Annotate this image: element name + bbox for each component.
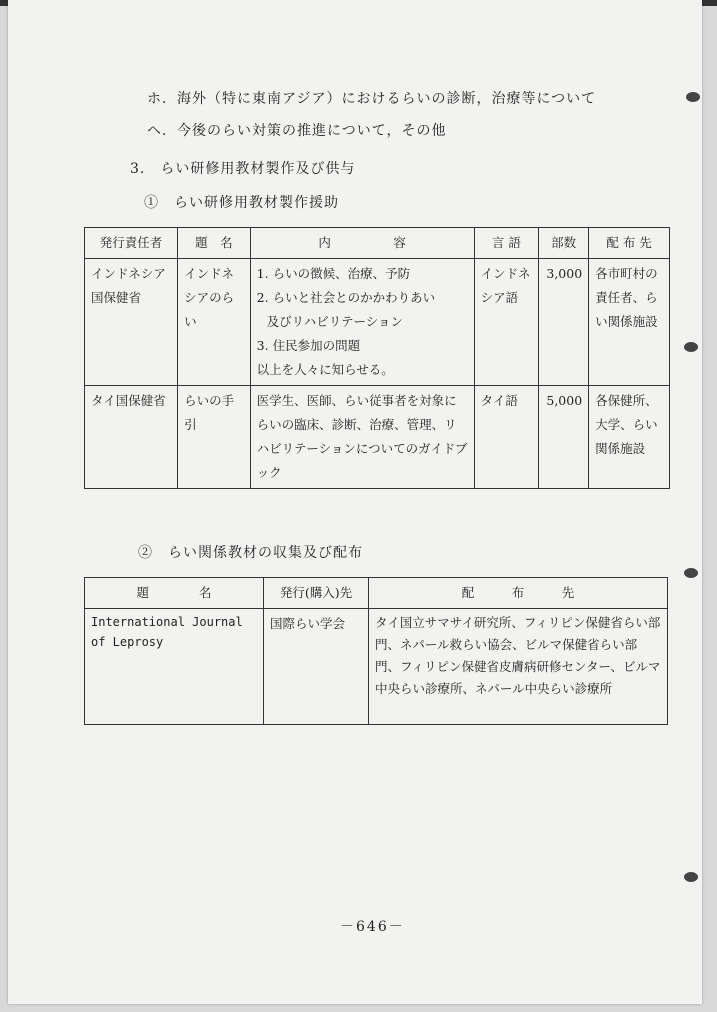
cell-publisher: インドネシア国保健省	[85, 259, 178, 386]
binder-ring-icon	[686, 92, 700, 102]
materials-distribution-table	[84, 577, 668, 725]
cell-copies: 3,000	[539, 259, 589, 386]
section-3-heading: 3. らい研修用教材製作及び供与	[130, 161, 356, 177]
header-title: 題 名	[178, 228, 251, 259]
header-publisher: 発行責任者	[85, 228, 178, 259]
header-title: 題 名	[85, 578, 264, 609]
binder-ring-icon	[684, 342, 698, 352]
subsection-2-heading: ② らい関係教材の収集及び配布	[138, 545, 363, 561]
header-language: 言 語	[474, 228, 538, 259]
cell-content	[250, 259, 474, 386]
header-distribution: 配 布 先	[369, 578, 668, 609]
line-he: ヘ．今後のらい対策の推進について，その他	[147, 123, 447, 139]
cell-distribution: 各市町村の責任者、らい関係施設	[589, 259, 670, 386]
table-row	[85, 259, 670, 386]
cell-title: らいの手引	[178, 386, 251, 489]
cell-title: インドネシアのらい	[178, 259, 251, 386]
header-content: 内 容	[250, 228, 474, 259]
table-header-row	[85, 228, 670, 259]
cell-content: 医学生、医師、らい従事者を対象にらいの臨床、診断、治療、管理、リハビリテーションについてのガイドブック	[250, 386, 474, 489]
content-line: 1. らいの徴候、治療、予防	[256, 266, 411, 281]
cell-copies: 5,000	[539, 386, 589, 489]
document-page	[8, 0, 702, 1004]
line-ho: ホ．海外（特に東南アジア）におけるらいの診断，治療等について	[147, 91, 597, 107]
header-distribution: 配 布 先	[589, 228, 670, 259]
cell-publisher: タイ国保健省	[85, 386, 178, 489]
cell-publisher: 国際らい学会	[264, 609, 369, 725]
subsection-1-heading: ① らい研修用教材製作援助	[144, 195, 339, 211]
content-line: 2. らいと社会とのかかわりあい	[256, 290, 436, 305]
header-publisher: 発行(購入)先	[264, 578, 369, 609]
page-number: －646－	[340, 919, 405, 935]
table-row	[85, 609, 668, 725]
cell-distribution: タイ国立サマサイ研究所、フィリピン保健省らい部門、ネパール救らい協会、ビルマ保健省らい部門、フィリピン保健省皮膚病研修センター、ビルマ中央らい診療所、ネパール中央らい診療所	[369, 609, 668, 725]
content-line: 3. 住民参加の問題	[256, 338, 361, 353]
table-row	[85, 386, 670, 489]
cell-distribution: 各保健所、大学、らい関係施設	[589, 386, 670, 489]
content-line: 以上を人々に知らせる。	[256, 362, 394, 377]
cell-title: International Journal of Leprosy	[85, 609, 264, 725]
materials-production-table	[84, 227, 670, 489]
table-header-row	[85, 578, 668, 609]
header-copies: 部数	[539, 228, 589, 259]
binder-ring-icon	[684, 568, 698, 578]
cell-language: タイ語	[474, 386, 538, 489]
cell-language: インドネシア語	[474, 259, 538, 386]
binder-ring-icon	[684, 872, 698, 882]
content-line: 及びリハビリテーション	[266, 314, 404, 329]
